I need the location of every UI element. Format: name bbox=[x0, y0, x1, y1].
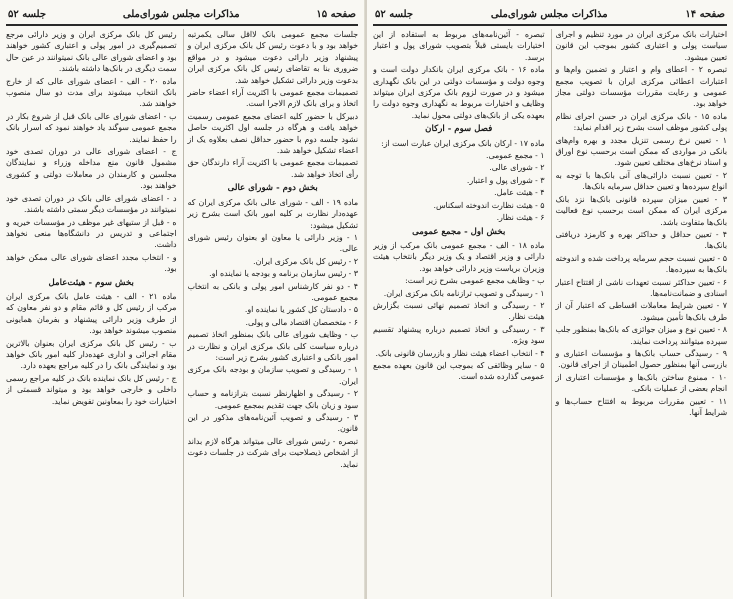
paragraph: تبصره - رئیس شورای عالی میتواند هرگاه لازم بداند از اشخاص ذیصلاحیت برای شرکت در جلسات دعوت نماید. bbox=[187, 436, 358, 469]
paragraph: ۳ - شورای پول و اعتبار. bbox=[466, 175, 545, 185]
paragraph: تصمیمات مجمع عمومی با اکثریت آراء دارندگان حق رأی اتخاذ خواهد شد. bbox=[187, 158, 358, 179]
page-header bbox=[6, 4, 358, 26]
paragraph: ج - رئیس کل بانک نماینده بانک در کلیه مراجع رسمی داخلی و خارجی خواهد بود و میتواند قسمتی از اختیارات خود را بمعاونین تفویض نماید. bbox=[6, 373, 177, 406]
paragraph: تبصره ۲ - اعطای وام و اعتبار و تضمین وام‌ها و اعتبارات اعطائی مرکزی ایران با تصویب مجمع عمومی و رعایت مقررات مؤسسات دولتی مجاز خواهد بود. bbox=[555, 65, 727, 109]
paragraph: رئیس کل بانک مرکزی ایران و وزیر دارائی مرجع تصمیم‌گیری در امور پولی و اعتباری کشور خواهند بود و اعضای شورای عالی بانک نمیتوانند در عین حال سمت دیگری در بانک‌ها داشته باشند. bbox=[6, 30, 177, 74]
section-heading: فصل سوم - ارکان bbox=[425, 124, 493, 135]
paragraph: ۲ - رسیدگی و اظهارنظر نسبت بترازنامه و حساب سود و زیان بانک جهت تقدیم بمجمع عمومی. bbox=[187, 389, 358, 410]
paragraph: ب - اعضای شورای عالی بانک قبل از شروع بکار در مجمع عمومی سوگند یاد خواهند نمود که اسرار بانک را حفظ نمایند. bbox=[6, 111, 177, 144]
section-heading: بخش دوم - شورای عالی bbox=[227, 183, 318, 194]
paragraph: ۱۱ - تعیین مقررات مربوط به افتتاح حساب‌ها و شرایط آنها. bbox=[555, 396, 727, 417]
paragraph: ۵ - سایر وظائفی که بموجب این قانون بعهده مجمع عمومی گذارده شده است. bbox=[373, 360, 545, 382]
paragraph: ماده ۲۱ - الف - هیئت عامل بانک مرکزی ایران مرکب از رئیس کل و قائم مقام و دو نفر معاون که از طرف وزیر دارائی پیشنهاد و بفرمان همایونی منصوب میشوند خواهد بود. bbox=[6, 291, 177, 336]
paragraph: ۱ - رسیدگی و تصویب سازمان و بودجه بانک مرکزی ایران. bbox=[187, 365, 358, 386]
paragraph: ۳ - رسیدگی و اتخاذ تصمیم درباره پیشنهاد تقسیم سود ویژه. bbox=[373, 324, 545, 346]
paragraph: ب - وظایف مجمع عمومی بشرح زیر است: bbox=[405, 276, 545, 286]
paragraph: ۱۰ - ممنوع ساختن بانک‌ها و مؤسسات اعتباری از انجام بعضی از عملیات بانکی. bbox=[555, 372, 727, 394]
paragraph: ب - رئیس کل بانک مرکزی ایران بعنوان بالاترین مقام اجرائی و اداری عهده‌دار کلیه امور بانک خواهد بود و نمایندگی بانک را در کلیه مراجع بعهده دارد. bbox=[6, 338, 177, 371]
paragraph: ۳ - رسیدگی و تصویب آئین‌نامه‌های مذکور در این قانون. bbox=[187, 413, 358, 434]
paragraph: ۸ - تعیین نوع و میزان جوائزی که بانک‌ها بمنظور جلب سپرده میتوانند پرداخت نمایند. bbox=[555, 325, 727, 346]
header-title: مذاکرات مجلس شورای‌ملی bbox=[122, 8, 240, 20]
paragraph: ۶ - هیئت نظار. bbox=[496, 213, 545, 223]
session-number: جلسه ۵۲ bbox=[375, 8, 414, 20]
paragraph: ۱ - تعیین نرخ رسمی تنزیل مجدد و بهره وام‌های بانکی در مواردی که ممکن است برحسب نوع اوراق و اسناد نرخ‌های مختلف تعیین شود. bbox=[555, 135, 727, 168]
paragraph: ۲ - تعیین نسبت دارائی‌های آنی بانک‌ها با توجه به انواع سپرده‌ها و تعیین حداقل سرمایه بانک‌ها. bbox=[555, 170, 727, 192]
paragraph: اختیارات بانک مرکزی ایران در مورد تنظیم و اجرای سیاست پولی و اعتباری کشور بموجب این قانون تعیین میشود. bbox=[555, 30, 727, 62]
paragraph: ماده ۱۸ - الف - مجمع عمومی بانک مرکب از وزیر دارائی و وزیر اقتصاد و یک وزیر دیگر بانتخاب هیئت وزیران بریاست وزیر دارائی خواهد بود. bbox=[373, 240, 545, 273]
paragraph: ۲ - رسیدگی و اتخاذ تصمیم نهائی نسبت بگزارش هیئت نظار. bbox=[373, 300, 545, 322]
paragraph: ماده ۲۰ - الف - اعضای شورای عالی که از خارج بانک انتخاب میشوند برای مدت دو سال منصوب خواهند شد. bbox=[6, 76, 177, 109]
paragraph: تصمیمات مجمع عمومی با اکثریت آراء اعضاء حاضر اتخاذ و برای بانک لازم الاجرا است. bbox=[187, 88, 358, 109]
paragraph: ۵ - هیئت نظارت اندوخته اسکناس. bbox=[433, 200, 545, 210]
paragraph: ه - قبل از ستیهای غیر موظف در مؤسسات خیریه و اجتماعی و تدریس در دانشگاه‌ها منعی نخواهد داشت. bbox=[6, 217, 177, 250]
paragraph: تبصره - آئین‌نامه‌های مربوط به استفاده از این اختیارات بایستی قبلاً بتصویب شورای پول و اعتبار برسد. bbox=[373, 30, 545, 62]
paragraph: ۵ - دادستان کل کشور یا نماینده او. bbox=[244, 305, 358, 315]
text-column-right bbox=[551, 29, 728, 597]
paragraph: د - اعضای شورای عالی بانک در دوران تصدی خود نمیتوانند در مؤسسات دیگر سمتی داشته باشند. bbox=[6, 193, 177, 215]
paragraph: ۶ - تعیین حداکثر نسبت تعهدات ناشی از افتتاح اعتبار اسنادی و ضمانت‌نامه‌ها. bbox=[555, 277, 727, 298]
section-heading: بخش سوم - هیئت‌عامل bbox=[48, 277, 134, 288]
paragraph: ۵ - تعیین نسبت حجم سرمایه پرداخت شده و اندوخته بانک‌ها به سپرده‌ها. bbox=[555, 253, 727, 275]
text-column-left bbox=[373, 29, 545, 597]
page-number: صفحه ۱۵ bbox=[316, 8, 356, 20]
paragraph: ۴ - دو نفر کارشناس امور پولی و بانکی به انتخاب مجمع عمومی. bbox=[187, 281, 358, 302]
paragraph: ۴ - تعیین حداقل و حداکثر بهره و کارمزد دریافتی بانک‌ها. bbox=[555, 229, 727, 251]
right-page bbox=[367, 0, 733, 599]
header-title: مذاکرات مجلس شورای‌ملی bbox=[490, 8, 608, 20]
left-page bbox=[0, 0, 365, 599]
paragraph: ۴ - هیئت عامل. bbox=[494, 188, 545, 198]
paragraph: ۲ - رئیس کل بانک مرکزی ایران. bbox=[253, 256, 358, 266]
text-column-left bbox=[6, 29, 177, 597]
paragraph: ۱ - وزیر دارائی یا معاون او بعنوان رئیس شورای عالی. bbox=[187, 232, 358, 254]
paragraph: ماده ۱۹ - الف - شورای عالی بانک مرکزی ایران که عهده‌دار نظارت بر کلیه امور بانک است بشرح زیر تشکیل میشود: bbox=[187, 197, 358, 230]
paragraph: ماده ۱۶ - بانک مرکزی ایران بانکدار دولت است و وجوه دولت و مؤسسات دولتی در این بانک نگهداری میشود و در صورت لزوم بانک مرکزی ایران میتواند وظایف و اختیارات مربوط به نگهداری وجوه دولت را بعهده یکی از بانک‌های دولتی محول نماید. bbox=[373, 65, 545, 120]
paragraph: ۷ - تعیین شرایط معاملات اقساطی که اعتبار آن از طرف بانک‌ها تأمین میشود. bbox=[555, 301, 727, 322]
session-number: جلسه ۵۲ bbox=[8, 8, 47, 20]
paragraph: ۱ - رسیدگی و تصویب ترازنامه بانک مرکزی ایران. bbox=[383, 288, 545, 298]
paragraph: ۳ - رئیس سازمان برنامه و بودجه یا نماینده او. bbox=[209, 269, 358, 279]
paragraph: ۲ - شورای عالی. bbox=[489, 163, 545, 173]
paragraph: ۶ - متخصصان اقتصاد مالی و پولی. bbox=[245, 317, 358, 327]
paragraph: و - انتخاب مجدد اعضای شورای عالی ممکن خواهد بود. bbox=[6, 252, 177, 274]
paragraph: ماده ۱۵ - بانک مرکزی ایران در حسن اجرای نظام پولی کشور موظف است بشرح زیر اقدام نماید: bbox=[555, 111, 727, 133]
paragraph: ب - وظایف شورای عالی بانک بمنظور اتخاذ تصمیم درباره سیاست کلی بانک مرکزی ایران و نظارت در امور بانکی و اعتباری کشور بشرح زیر است: bbox=[187, 330, 358, 362]
paragraph: ۴ - انتخاب اعضاء هیئت نظار و بازرسان قانونی بانک. bbox=[375, 348, 545, 358]
page-number: صفحه ۱۴ bbox=[685, 8, 725, 20]
paragraph: ماده ۱۷ - ارکان بانک مرکزی ایران عبارت است از: bbox=[381, 138, 545, 148]
paragraph: ۹ - رسیدگی حساب بانک‌ها و مؤسسات اعتباری و بازرسی آنها بمنظور حصول اطمینان از اجرای قانون. bbox=[555, 348, 727, 370]
paragraph: جلسات مجمع عمومی بانک لااقل سالی یکمرتبه خواهد بود و با دعوت رئیس کل بانک مرکزی ایران و پیشنهاد وزیر دارائی دعوت میشود و در مواقع ضروری بنا به تقاضای رئیس کل بانک مرکزی ایران بدعوت وزیر دارائی تشکیل خواهد شد. bbox=[187, 30, 358, 85]
section-heading: بخش اول - مجمع عمومی bbox=[412, 226, 506, 237]
page-header bbox=[373, 4, 727, 26]
paragraph: دبیرکل با حضور کلیه اعضای مجمع عمومی رسمیت خواهد یافت و هرگاه در جلسه اول اکثریت حاصل نشود جلسه دوم با حضور حداقل نصف بعلاوه یک از اعضاء تشکیل خواهد شد. bbox=[187, 111, 358, 156]
paragraph: ۱ - مجمع عمومی. bbox=[486, 151, 545, 161]
paragraph: ج - اعضای شورای عالی در دوران تصدی خود مشمول قانون منع مداخله وزراء و نمایندگان مجلسین و کارمندان در معاملات دولتی و کشوری خواهند بود. bbox=[6, 147, 177, 191]
text-column-right bbox=[183, 29, 359, 597]
paragraph: ۳ - تعیین میزان سپرده قانونی بانک‌ها نزد بانک مرکزی ایران که ممکن است برحسب نوع فعالیت بانک‌ها متفاوت باشد. bbox=[555, 194, 727, 227]
